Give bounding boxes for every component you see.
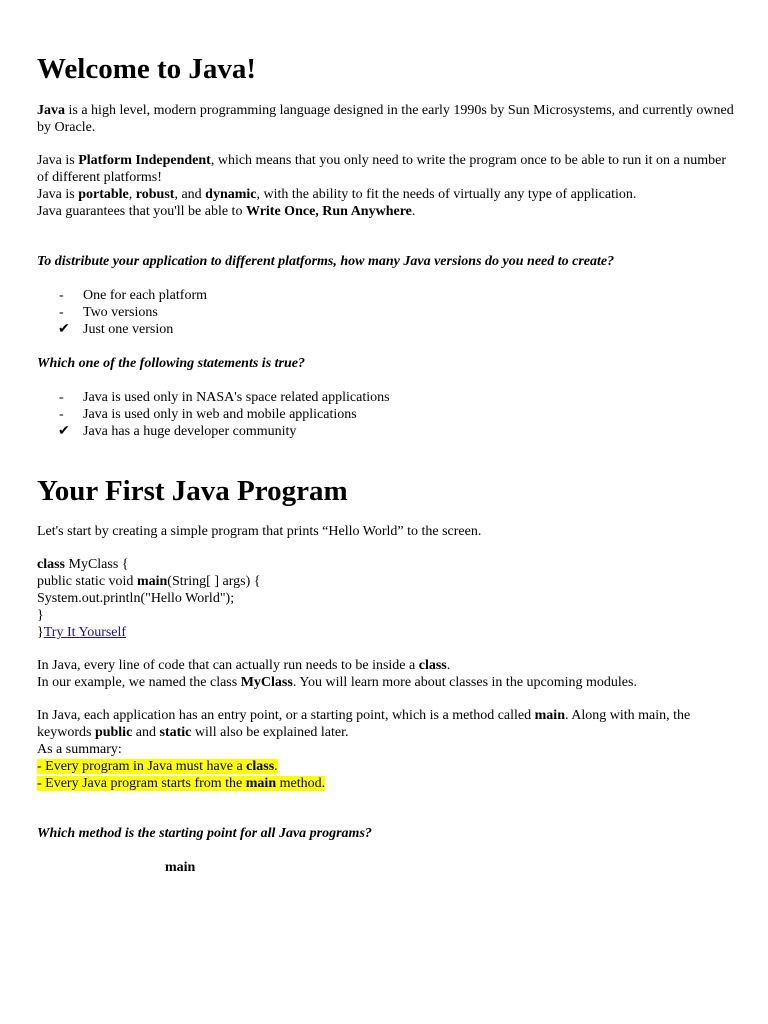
code-block — [37, 556, 737, 641]
code-line: class MyClass { — [37, 557, 129, 572]
platform-independent-paragraph: Java is Platform Independent, which means that you only need to write the program once to be able to run it on a number of different platforms! — [37, 153, 726, 185]
quiz-option-correct[interactable]: ✔ Java has a huge developer community — [58, 424, 297, 439]
quiz-question-3: Which method is the starting point for all Java programs? — [37, 826, 372, 841]
code-line: System.out.println("Hello World"); — [37, 591, 235, 606]
section-intro: Let's start by creating a simple program that prints “Hello World” to the screen. — [37, 524, 482, 539]
checkmark-icon: ✔ — [58, 322, 70, 337]
summary-line-1: - Every program in Java must have a class. — [37, 759, 278, 774]
summary-label: As a summary: — [37, 742, 122, 757]
summary-line-2: - Every Java program starts from the main method. — [37, 776, 326, 791]
code-line: }Try It Yourself — [37, 625, 127, 640]
quiz-option[interactable]: - Java is used only in web and mobile applications — [59, 407, 357, 422]
document-page — [37, 0, 737, 876]
quiz-answer: main — [165, 860, 196, 875]
checkmark-icon: ✔ — [58, 424, 70, 439]
quiz-option[interactable]: - One for each platform — [59, 288, 207, 303]
quiz-option-correct[interactable]: ✔ Just one version — [58, 322, 174, 337]
quiz-question-1: To distribute your application to different platforms, how many Java versions do you need to create? — [37, 254, 615, 269]
class-paragraph: In Java, every line of code that can actually run needs to be inside a class. — [37, 658, 451, 673]
myclass-paragraph: In our example, we named the class MyClass. You will learn more about classes in the upcoming modules. — [37, 675, 637, 690]
quiz-option[interactable]: - Java is used only in NASA's space related applications — [59, 390, 390, 405]
dash-marker: - — [59, 288, 64, 303]
quiz-question-2: Which one of the following statements is true? — [37, 356, 305, 371]
code-line: public static void main(String[ ] args) { — [37, 574, 261, 589]
section-title: Your First Java Program — [37, 475, 348, 507]
entry-point-paragraph: In Java, each application has an entry point, or a starting point, which is a method called main. Along with main, the keywords public and static will also be explained later. — [37, 708, 691, 740]
dash-marker: - — [59, 407, 64, 422]
code-line: } — [37, 608, 44, 623]
dash-marker: - — [59, 305, 64, 320]
quiz-options-1 — [37, 287, 737, 338]
try-it-yourself-link[interactable]: Try It Yourself — [43, 625, 127, 640]
features-paragraph: Java is portable, robust, and dynamic, with the ability to fit the needs of virtually any type of application. — [37, 187, 637, 202]
quiz-option[interactable]: - Two versions — [59, 305, 158, 320]
quiz-options-2 — [37, 389, 737, 440]
write-once-paragraph: Java guarantees that you'll be able to Write Once, Run Anywhere. — [37, 204, 416, 219]
intro-paragraph: Java is a high level, modern programming language designed in the early 1990s by Sun Microsystems, and currently owned by Oracle. — [37, 103, 734, 135]
page-title: Welcome to Java! — [37, 53, 257, 85]
dash-marker: - — [59, 390, 64, 405]
